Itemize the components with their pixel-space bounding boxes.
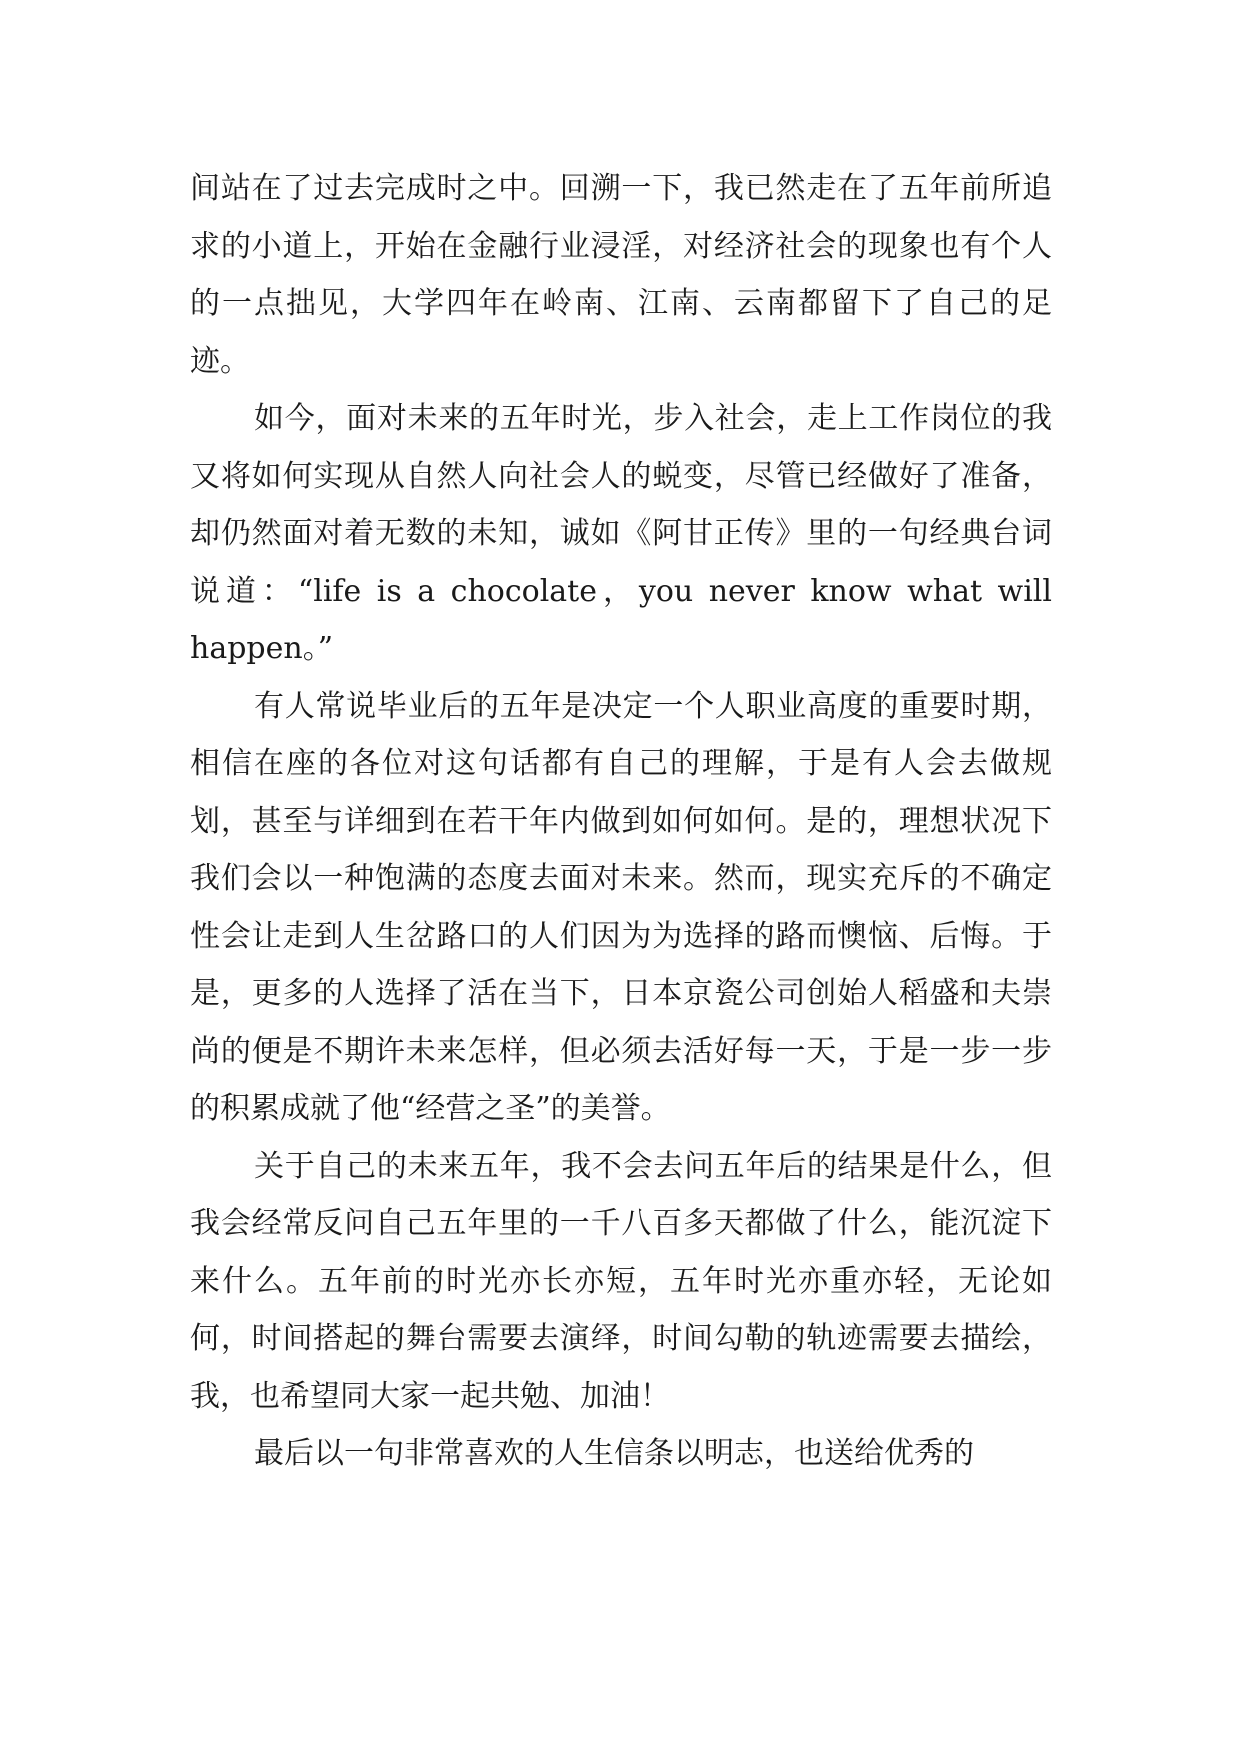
paragraph-1: 间站在了过去完成时之中。回溯一下，我已然走在了五年前所追求的小道上，开始在金融行业浸淫，对经济社会的现象也有个人的一点拙见，大学四年在岭南、江南、云南都留下了自己的足迹。 <box>190 171 1052 379</box>
paragraph-5: 最后以一句非常喜欢的人生信条以明志，也送给优秀的 <box>254 1436 974 1471</box>
body-text <box>190 160 1052 1483</box>
paragraph-3: 有人常说毕业后的五年是决定一个人职业高度的重要时期，相信在座的各位对这句话都有自己的理解，于是有人会去做规划，甚至与详细到在若干年内做到如何如何。是的，理想状况下我们会以一种饱满的态度去面对未来。然而，现实充斥的不确定性会让走到人生岔路口的人们因为为选择的路而懊恼、后悔。于是，更多的人选择了活在当下，日本京瓷公司创始人稻盛和夫崇尚的便是不期许未来怎样，但必须去活好每一天，于是一步一步的积累成就了他“经营之圣”的美誉。 <box>190 688 1052 1126</box>
paragraph-4: 关于自己的未来五年，我不会去问五年后的结果是什么，但我会经常反问自己五年里的一千八百多天都做了什么，能沉淀下来什么。五年前的时光亦长亦短，五年时光亦重亦轻，无论如何，时间搭起的舞台需要去演绎，时间勾勒的轨迹需要去描绘，我，也希望同大家一起共勉、加油！ <box>190 1148 1052 1414</box>
paragraph-2: 如今，面对未来的五年时光，步入社会，走上工作岗位的我又将如何实现从自然人向社会人的蜕变，尽管已经做好了准备，却仍然面对着无数的未知，诚如《阿甘正传》里的一句经典台词说道：“life is a chocolate，you never know what will happen。” <box>190 401 1052 666</box>
